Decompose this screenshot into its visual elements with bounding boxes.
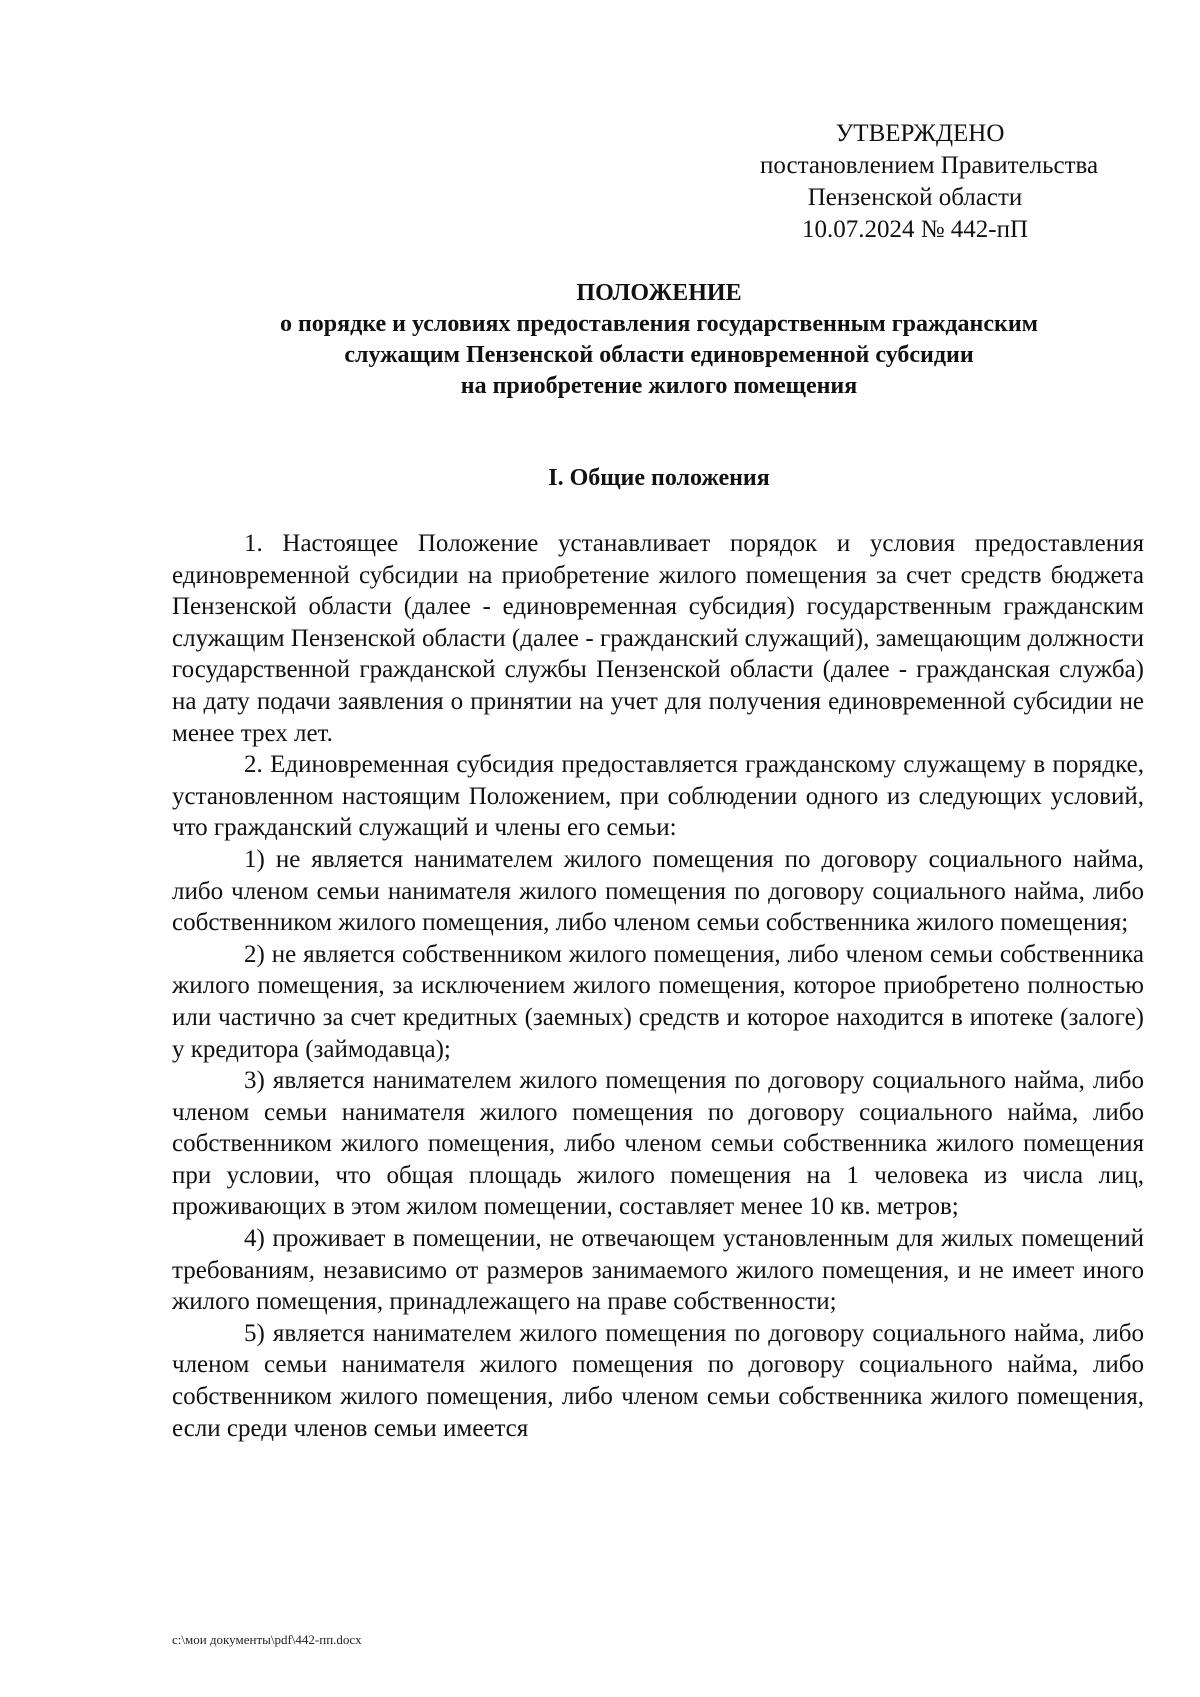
paragraph-2-item-1: 1) не является нанимателем жилого помещения по договору социального найма, либо членом семьи нанимателя жилого помещения по договору социального найма, либо собственником жилого помещения, либо членом семьи собственника жилого помещения;	[172, 845, 1144, 937]
title-line-3: на приобретение жилого помещения	[460, 373, 858, 399]
paragraph-2-item-5: 5) является нанимателем жилого помещения по договору социального найма, либо членом семьи нанимателя жилого помещения по договору социального найма, либо собственником жилого помещения, либо членом семьи собственника жилого помещения, если среди членов семьи имеется	[172, 1319, 1144, 1442]
approval-stamp	[760, 118, 1099, 246]
title-line-1: о порядке и условиях предоставления государственным гражданским	[279, 311, 1039, 337]
section-heading: I. Общие положения	[548, 465, 770, 491]
paragraph-2-item-4: 4) проживает в помещении, не отвечающем установленным для жилых помещений требованиям, независимо от размеров занимаемого жилого помещения, и не имеет иного жилого помещения, принадлежащего на праве собственности;	[172, 1225, 1144, 1316]
paragraph-2-item-3: 3) является нанимателем жилого помещения по договору социального найма, либо членом семьи нанимателя жилого помещения по договору социального найма, либо собственником жилого помещения, либо членом семьи собственника жилого помещения при условии, что общая площадь жилого помещения на 1 человека из числа лиц, проживающих в этом жилом помещении, составляет менее 10 кв. метров;	[172, 1067, 1144, 1221]
document-title	[174, 278, 1144, 402]
approval-line-2: Пензенской области	[807, 184, 1023, 211]
approval-line-3: 10.07.2024 № 442-пП	[801, 216, 1029, 243]
title-heading: ПОЛОЖЕНИЕ	[576, 280, 742, 306]
paragraph-1: 1. Настоящее Положение устанавливает порядок и условия предоставления единовременной субсидии на приобретение жилого помещения за счет средств бюджета Пензенской области (далее - единовременная субсидия) государственным гражданским служащим Пензенской области (далее - гражданский служащий), замещающим должности государственной гражданской службы Пензенской области (далее - гражданская служба) на дату подачи заявления о принятии на учет для получения единовременной субсидии не менее трех лет.	[172, 530, 1144, 747]
approval-line-1: постановлением Правительства	[760, 152, 1099, 179]
title-line-2: служащим Пензенской области единовременной субсидии	[344, 342, 974, 368]
paragraph-2-item-2: 2) не является собственником жилого помещения, либо членом семьи собственника жилого помещения, за исключением жилого помещения, которое приобретено полностью или частично за счет кредитных (заемных) средств и которое находится в ипотеке (залоге) у кредитора (займодавца);	[172, 940, 1144, 1063]
document-body	[172, 528, 1144, 1444]
file-path-footer: c:\мои документы\pdf\442-пп.docx	[172, 1632, 362, 1647]
approval-approved: УТВЕРЖДЕНО	[835, 120, 1005, 147]
paragraph-2: 2. Единовременная субсидия предоставляется гражданскому служащему в порядке, установленном настоящим Положением, при соблюдении одного из следующих условий, что гражданский служащий и члены его семьи:	[172, 751, 1144, 842]
